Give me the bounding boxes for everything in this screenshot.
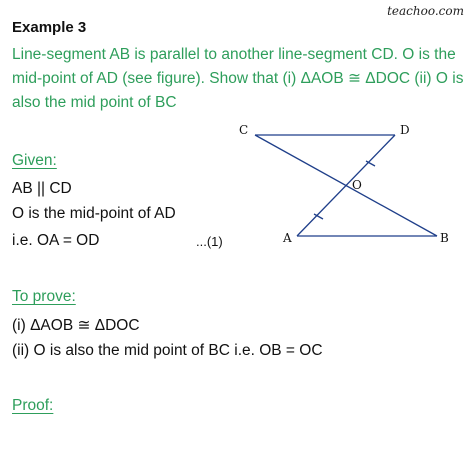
given-line-midpoint: O is the mid-point of AD (12, 205, 176, 222)
geometry-figure (230, 118, 455, 253)
label-d: D (400, 123, 410, 137)
example-title: Example 3 (12, 19, 87, 36)
to-prove-line-2: (ii) O is also the mid point of BC i.e. OB = OC (12, 342, 323, 359)
to-prove-line-1: (i) ΔAOB ≅ ΔDOC (12, 317, 140, 334)
given-line-equal: i.e. OA = OD (12, 232, 100, 249)
label-a: A (283, 231, 292, 245)
equation-ref: ...(1) (196, 234, 223, 249)
teachoo-watermark: teachoo.com (387, 4, 464, 18)
label-o: O (352, 178, 362, 192)
to-prove-heading: To prove: (12, 288, 76, 305)
problem-statement: Line-segment AB is parallel to another line-segment CD. O is the mid-point of AD (see figure). Show that (i) ΔAOB ≅ ΔDOC (ii) O is also the mid point of BC (12, 46, 464, 111)
given-heading: Given: (12, 152, 57, 169)
label-c: C (239, 123, 249, 137)
given-line-parallel: AB || CD (12, 180, 72, 197)
label-b: B (440, 231, 449, 245)
segment-cb (255, 135, 437, 236)
proof-heading: Proof: (12, 397, 54, 414)
